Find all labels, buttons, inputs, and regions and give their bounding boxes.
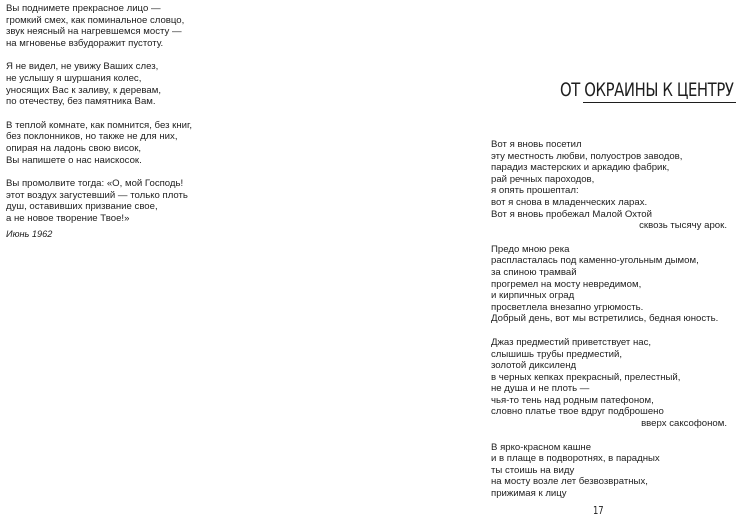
poem-line: не душа и не плоть — [491,383,590,395]
poem-line: уносящих Вас к заливу, к деревам, [6,84,161,96]
poem-line: Вы напишете о нас наискосок. [6,154,142,166]
stanza [6,61,306,107]
poem-line: Предо мною река [491,243,570,255]
poem-line: просветлела внезапно угрюмость. [491,301,644,313]
poem-line: вот я снова в младенческих ларах. [491,196,648,208]
poem-line: эту местность любви, полуостров заводов, [491,150,683,162]
poem-line: громкий смех, как поминальное словцо, [6,14,185,26]
poem-line: а не новое творение Твое!» [6,212,130,224]
poem-line: на мосту возле лет безвозвратных, [491,476,648,488]
poem-body [491,139,731,512]
poem-line: в черных кепках прекрасный, прелестный, [491,371,681,383]
poem-line: рай речных пароходов, [491,173,595,185]
poem-line: распласталась под каменно-угольным дымом, [491,255,699,267]
poem-line: опирая на ладонь свою висок, [6,142,142,154]
poem-line: чья-то тень над родным патефоном, [491,394,654,406]
poem-line: сквозь тысячу арок. [639,220,727,232]
page-number: 17 [592,504,604,517]
poem-line: Вот я вновь посетил [491,139,582,150]
poem-line: этот воздух загустевший — только плоть [6,189,188,201]
poem-line: и в плаще в подворотнях, в парадных [491,453,660,465]
poem-title: ОТ ОКРАИНЫ К ЦЕНТРУ [560,79,734,101]
poem-line: вверх саксофоном. [641,418,727,430]
poem-line: на мгновенье взбудоражит пустоту. [6,37,164,49]
poem-line: за спиною трамвай [491,266,577,278]
poem-line: душ, оставивших призвание свое, [6,201,158,213]
poem-line: прижимая к лицу [491,488,567,500]
poem-line: прогремел на мосту невредимом, [491,278,642,290]
right-page [368,0,736,520]
poem-line: по отечеству, без памятника Вам. [6,96,156,108]
stanza [6,3,306,49]
stanza [6,178,306,224]
title-underline [583,102,736,103]
poem-line: Добрый день, вот мы встретились, бедная юность. [491,313,719,325]
stanza [491,337,731,430]
poem-line: звук неясный на нагревшемся мосту — [6,26,182,38]
stanza [6,120,306,166]
poem-line: ты стоишь на виду [491,464,575,476]
poem-line: Джаз предместий приветствует нас, [491,336,652,348]
poem-line: и кирпичных оград [491,290,575,302]
poem-line: без поклонников, но также не для них, [6,131,178,143]
poem-line: я опять прошептал: [491,185,579,197]
stanza [491,244,731,325]
poem-line: Вы промолвите тогда: «О, мой Господь! [6,178,184,190]
stanza [491,442,731,500]
poem-line: Вот я вновь пробежал Малой Охтой [491,208,652,220]
poem-line: Я не видел, не увижу Ваших слез, [6,61,159,73]
poem-line: слышишь трубы предместий, [491,348,623,360]
poem-line: В ярко-красном кашне [491,441,592,453]
stanza [491,139,731,232]
poem-line: словно платье твое вдруг подброшено [491,406,664,418]
poem-line: парадиз мастерских и аркадию фабрик, [491,162,670,174]
poem-date: Июнь 1962 [6,228,53,239]
poem-continuation [6,3,306,240]
poem-line: золотой диксиленд [491,360,577,372]
poem-line: не услышу я шуршания колес, [6,72,142,84]
poem-line: Вы поднимете прекрасное лицо — [6,3,161,14]
poem-line: В теплой комнате, как помнится, без книг, [6,119,192,131]
